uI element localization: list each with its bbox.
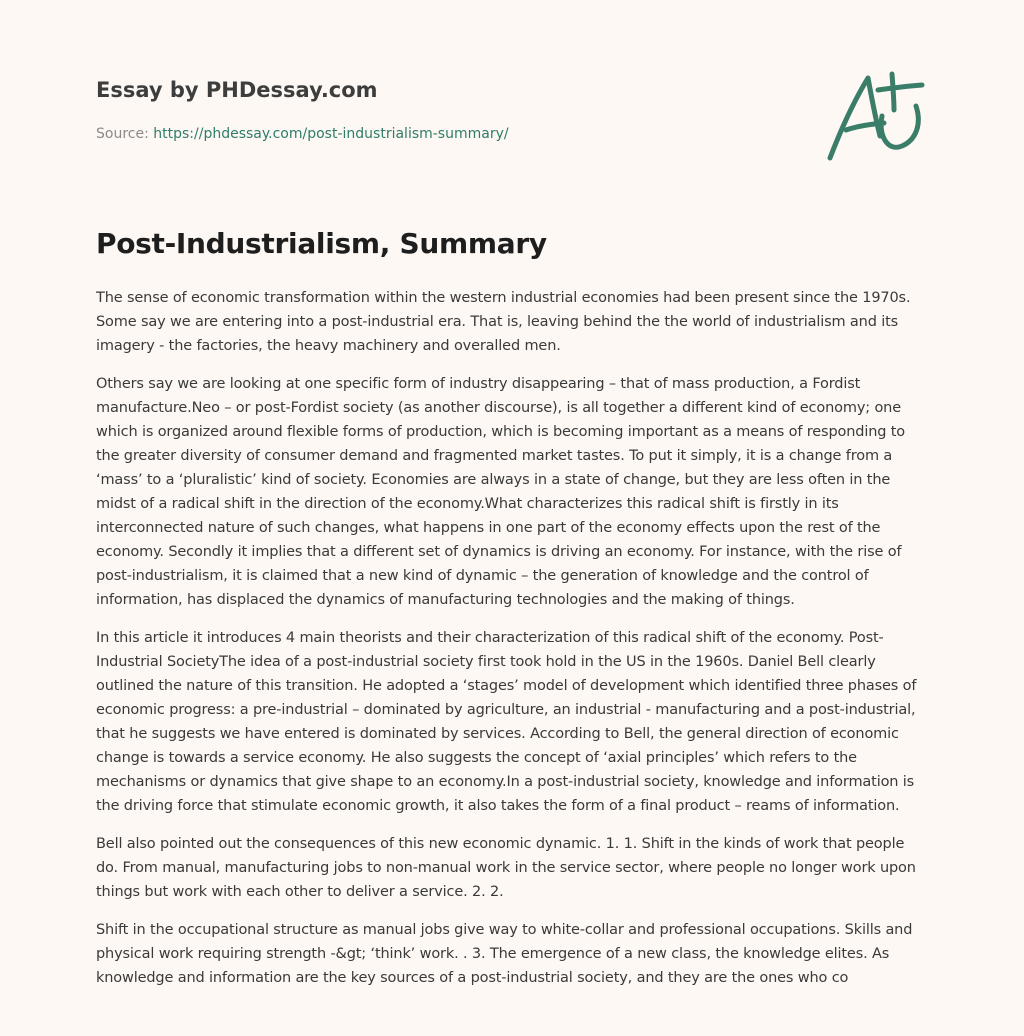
source-label: Source: bbox=[96, 126, 154, 142]
paragraph: The sense of economic transformation within the western industrial economies had been present since the 1970s. Some say we are entering into a post-industrial era. That is, leaving behind the the world of industrialism and its imagery - the factories, the heavy machinery and overalled men. bbox=[96, 290, 911, 354]
source-link[interactable]: https://phdessay.com/post-industrialism-summary/ bbox=[153, 126, 509, 142]
essay-header bbox=[96, 76, 796, 144]
paragraph: Others say we are looking at one specific form of industry disappearing – that of mass production, a Fordist manufacture.Neo – or post-Fordist society (as another discourse), is all together a different kind of economy; one which is organized around flexible forms of production, which is becoming important as a means of responding to the greater diversity of consumer demand and fragmented market tastes. To put it simply, it is a change from a ‘mass’ to a ‘pluralistic’ kind of society. Economies are always in a state of change, but they are less often in the midst of a radical shift in the direction of the economy.What characterizes this radical shift is firstly in its interconnected nature of such changes, what happens in one part of the economy effects upon the rest of the economy. Secondly it implies that a different set of dynamics is driving an economy. For instance, with the rise of post-industrialism, it is claimed that a new kind of dynamic – the generation of knowledge and the control of information, has displaced the dynamics of manufacturing technologies and the making of things. bbox=[96, 376, 906, 608]
page-title: Post-Industrialism, Summary bbox=[96, 227, 547, 260]
paragraph: In this article it introduces 4 main theorists and their characterization of this radical shift of the economy. Post-Industrial SocietyThe idea of a post-industrial society first took hold in the US in the 1960s. Daniel Bell clearly outlined the nature of this transition. He adopted a ‘stages’ model of development which identified three phases of economic progress: a pre-industrial – dominated by agriculture, an industrial - manufacturing and a post-industrial, that he suggests we have entered is dominated by services. According to Bell, the general direction of economic change is towards a service economy. He also suggests the concept of ‘axial principles’ which refers to the mechanisms or dynamics that give shape to an economy.In a post-industrial society, knowledge and information is the driving force that stimulate economic growth, it also takes the form of a final product – reams of information. bbox=[96, 630, 917, 814]
paragraph: Shift in the occupational structure as manual jobs give way to white-collar and professional occupations. Skills and physical work requiring strength -&gt; ‘think’ work. . 3. The emergence of a new class, the knowledge elites. As knowledge and information are the key sources of a post-industrial society, and they are the ones who co bbox=[96, 922, 913, 986]
paragraph: Bell also pointed out the consequences of this new economic dynamic. 1. 1. Shift in the kinds of work that people do. From manual, manufacturing jobs to non-manual work in the service sector, where people no longer work upon things but work with each other to deliver a service. 2. 2. bbox=[96, 836, 916, 900]
source-line bbox=[96, 124, 796, 144]
essay-content bbox=[96, 224, 928, 1004]
site-title: Essay by PHDessay.com bbox=[96, 78, 378, 102]
a-plus-logo-icon bbox=[822, 66, 934, 166]
